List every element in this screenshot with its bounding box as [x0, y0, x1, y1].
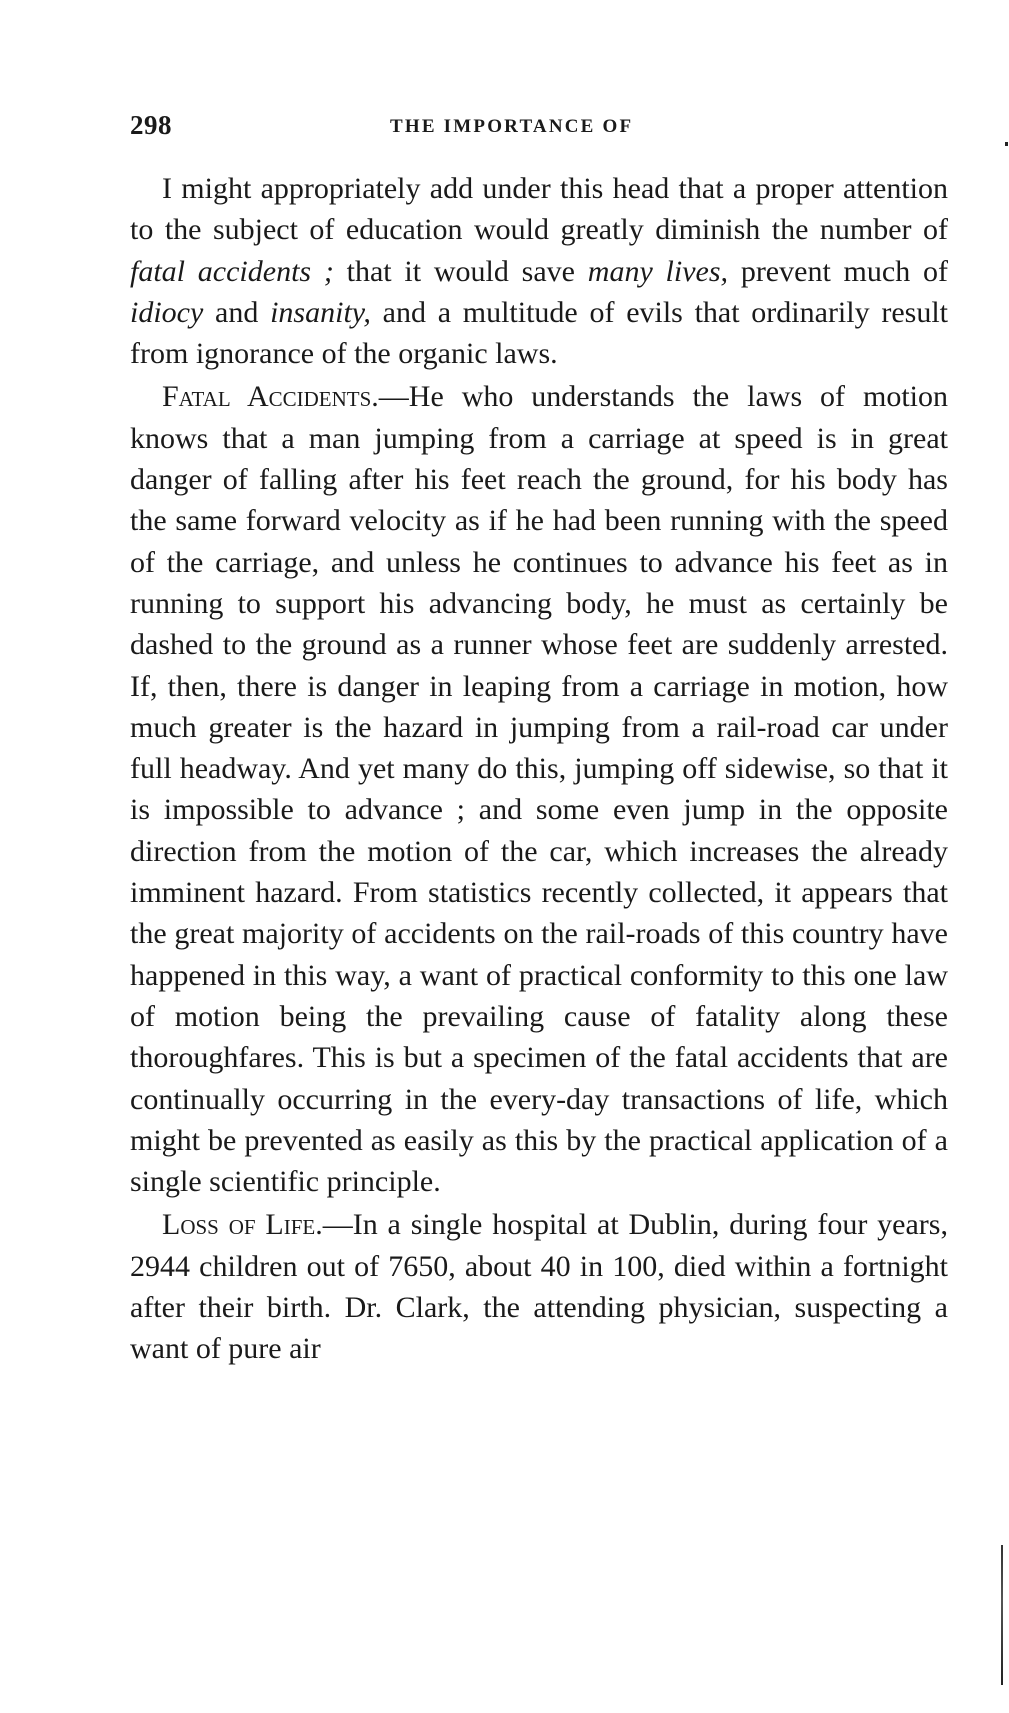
- section-heading-loss-of-life: Loss of Life.: [162, 1208, 323, 1242]
- paragraph-text: I might appropriately add under this head that a proper attention to the subject of education would greatly diminish the number of: [130, 172, 948, 247]
- paragraph-education: [130, 168, 948, 374]
- page-number: 298: [130, 110, 172, 140]
- emphasis-insanity: insanity,: [270, 295, 371, 329]
- paragraph-text: prevent much of: [728, 254, 948, 288]
- paragraph-loss-of-life: [130, 1204, 948, 1369]
- emphasis-fatal-accidents: fatal accidents ;: [130, 254, 334, 288]
- emphasis-many-lives: many lives,: [587, 254, 729, 288]
- paragraph-text: and a multitude of evils that ordinarily result from ignorance of the organic laws.: [130, 295, 948, 371]
- page-edge-tick: [1005, 142, 1008, 146]
- paragraph-text: —He who understands the laws of motion knows that a man jumping from a carriage at speed is in great danger of falling after his feet reach the ground, for his body has the same forward velocity as if he had been running with the speed of the carriage, and unless he continues to advance his feet as in running to support his advancing body, he must as certainly be dashed to the ground as a runner whose feet are suddenly arrested. If, then, there is danger in leaping from a carriage in motion, how much greater is the hazard in jumping from a rail-road car under full headway. And yet many do this, jumping off sidewise, so that it is impossible to advance ; and some even jump in the opposite direction from the motion of the car, which increases the already imminent hazard. From statistics recently collected, it appears that the great majority of accidents on the rail-roads of this country have happened in this way, a want of practical conformity to this one law of motion being the prevailing cause of fatality along these thoroughfares. This is but a specimen of the fatal accidents that are continually occurring in the every-day transactions of life, which might be prevented as easily as this by the practical application of a single scientific principle.: [130, 380, 948, 1199]
- running-title: THE IMPORTANCE OF: [390, 116, 634, 137]
- section-heading-fatal-accidents: Fatal Accidents.: [162, 380, 379, 414]
- emphasis-idiocy: idiocy: [130, 295, 204, 329]
- paragraph-text: and: [203, 295, 271, 329]
- paragraph-text: —In a single hospital at Dublin, during four years, 2944 children out of 7650, about 40 in 100, died within a fortnight after their birth. Dr. Clark, the attending physician, suspecting a want of pure air: [130, 1208, 948, 1366]
- paragraph-fatal-accidents: [130, 376, 948, 1202]
- page-edge-line: [1001, 1545, 1003, 1685]
- body-text: [130, 168, 948, 1370]
- running-head: [130, 110, 950, 146]
- paragraph-text: that it would save: [333, 254, 588, 288]
